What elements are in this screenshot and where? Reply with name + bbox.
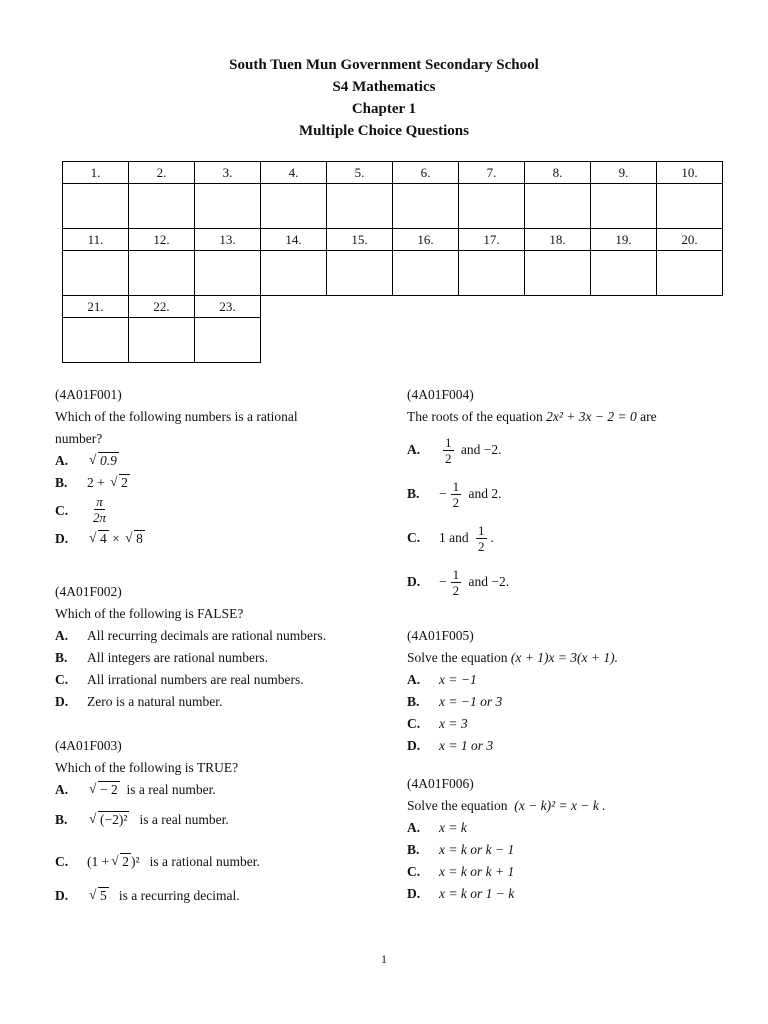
option-letter: D. [407,738,421,753]
option-d [407,560,737,604]
sqrt-expression [89,885,109,907]
question-stem: Which of the following is FALSE? [55,606,244,621]
option-letter: B. [55,475,68,490]
radicand: 2 [122,854,129,869]
denominator: 2 [452,495,460,511]
answer-cell[interactable] [63,318,129,363]
answer-grid-blank-row [63,184,723,229]
option-a [407,669,737,691]
stem-text: are [640,409,657,424]
option-a [55,450,385,472]
chapter: Chapter 1 [351,101,417,117]
option-c [55,851,385,885]
answer-number: 21. [63,296,129,318]
question-6 [407,773,737,905]
option-c [55,494,385,528]
option-letter: C. [55,503,69,518]
answer-number: 16. [393,229,459,251]
option-c [55,669,385,691]
question-stem [407,795,737,817]
option-text: x = 1 or 3 [439,738,494,753]
option-c [407,516,737,560]
denominator: 2 [445,451,452,467]
option-b [407,472,737,516]
answer-grid [62,161,723,363]
sqrt-expression [111,851,131,873]
question-3 [55,735,385,907]
option-d [55,691,385,713]
sqrt-expression [89,779,120,801]
answer-cell[interactable] [195,251,261,296]
option-b [55,647,385,669]
option-text: All recurring decimals are rational numbers. [87,628,327,643]
answer-number: 14. [261,229,327,251]
question-code: (4A01F003) [55,738,122,753]
answer-cell[interactable] [261,251,327,296]
option-b [55,472,385,494]
expression-part: )² [130,854,140,869]
option-letter: A. [407,672,421,687]
option-text: 2 + [87,475,105,490]
question-code: (4A01F001) [55,387,122,402]
radicand: − 2 [100,782,118,797]
answer-grid-number-row [63,229,723,251]
question-5 [407,625,737,757]
question-stem: number? [55,431,103,446]
school-name: South Tuen Mun Government Secondary School [229,57,539,73]
option-text: and −2. [468,574,510,589]
answer-number: 2. [129,162,195,184]
option-letter: D. [407,574,421,589]
option-text: is a recurring decimal. [118,888,240,903]
answer-cell[interactable] [129,184,195,229]
option-text: All irrational numbers are real numbers. [87,672,304,687]
answer-cell[interactable] [657,251,723,296]
equation: (x + 1)x = 3(x + 1). [510,650,619,665]
option-b [407,839,737,861]
answer-cell[interactable] [657,184,723,229]
option-letter: A. [407,442,421,457]
option-d [55,885,385,907]
option-b [55,809,385,851]
equation: (x − k)² = x − k . [514,798,606,813]
option-letter: D. [55,694,69,709]
document-header [0,54,768,142]
option-letter: C. [407,864,421,879]
fraction [451,567,462,598]
option-letter: C. [407,530,421,545]
option-letter: B. [407,486,420,501]
answer-number: 8. [525,162,591,184]
answer-number: 7. [459,162,525,184]
expression-part: (1 + [87,854,110,869]
option-letter: A. [55,453,69,468]
answer-number: 1. [63,162,129,184]
fraction [443,435,454,466]
option-text: x = k or k + 1 [439,864,515,879]
option-letter: C. [55,854,69,869]
option-d [407,883,737,905]
answer-cell[interactable] [129,251,195,296]
radicand: 0.9 [100,453,117,468]
option-text: and 2. [468,486,502,501]
question-code: (4A01F005) [407,628,474,643]
option-c [407,861,737,883]
times-sign: × [112,531,120,546]
option-letter: A. [55,782,69,797]
option-text: All integers are rational numbers. [87,650,269,665]
question-stem: Which of the following is TRUE? [55,760,239,775]
answer-number: 23. [195,296,261,318]
stem-text: The roots of the equation [407,409,543,424]
option-letter: B. [55,812,68,827]
radicand: 5 [100,888,107,903]
option-text: x = k or 1 − k [439,886,515,901]
answer-cell[interactable] [195,184,261,229]
answer-cell[interactable] [393,251,459,296]
equation: 2x² + 3x − 2 = 0 [546,409,637,424]
option-d [55,528,385,550]
section-title: Multiple Choice Questions [298,123,469,139]
sqrt-expression [89,450,119,472]
question-4 [407,384,737,604]
answer-cell[interactable] [525,184,591,229]
answer-number: 17. [459,229,525,251]
option-text: x = −1 or 3 [439,694,503,709]
answer-number: 11. [63,229,129,251]
question-1 [55,384,385,550]
numerator: 1 [478,523,485,539]
option-d [407,735,737,757]
answer-cell[interactable] [129,318,195,363]
denominator: 2π [93,510,107,525]
answer-number: 9. [591,162,657,184]
option-a [55,625,385,647]
question-code: (4A01F004) [407,387,474,402]
option-text: and −2. [460,442,502,457]
answer-number: 13. [195,229,261,251]
sqrt-expression [125,528,145,550]
option-letter: A. [407,820,421,835]
radicand: 4 [100,531,107,546]
answer-cell[interactable] [63,184,129,229]
numerator: 1 [452,567,460,583]
subject: S4 Mathematics [332,79,436,95]
answer-cell[interactable] [459,184,525,229]
option-letter: C. [407,716,421,731]
answer-cell[interactable] [63,251,129,296]
option-text: x = −1 [439,672,477,687]
radicand: 2 [121,475,128,490]
option-a [407,428,737,472]
answer-number: 22. [129,296,195,318]
option-letter: A. [55,628,69,643]
option-text: x = k [439,820,467,835]
radicand: (−2)² [100,812,128,827]
numerator: π [96,494,103,509]
question-stem: Which of the following numbers is a rational [55,409,298,424]
fraction [91,494,108,525]
option-text: is a rational number. [149,854,260,869]
page-number: 1 [381,952,387,966]
answer-cell[interactable] [393,184,459,229]
numerator: 1 [445,435,452,451]
answer-cell[interactable] [327,251,393,296]
answer-number: 10. [657,162,723,184]
option-c [407,713,737,735]
radicand: 8 [136,531,143,546]
option-b [407,691,737,713]
option-text: 1 and [439,530,469,545]
answer-grid-number-row [63,296,723,318]
answer-number: 4. [261,162,327,184]
answer-cell[interactable] [591,184,657,229]
answer-number: 15. [327,229,393,251]
fraction [451,479,462,510]
option-text: x = k or k − 1 [439,842,515,857]
minus-sign: − [439,486,447,501]
option-letter: B. [407,842,420,857]
option-letter: B. [407,694,420,709]
option-letter: C. [55,672,69,687]
question-2 [55,581,385,713]
answer-number: 5. [327,162,393,184]
answer-number: 20. [657,229,723,251]
stem-text: Solve the equation [407,650,508,665]
answer-number: 3. [195,162,261,184]
question-code: (4A01F006) [407,776,474,791]
question-code: (4A01F002) [55,584,122,599]
answer-cell[interactable] [195,318,261,363]
sqrt-expression [89,528,109,550]
numerator: 1 [452,479,460,495]
fraction [476,523,487,554]
option-a [55,779,385,809]
option-letter: D. [55,888,69,903]
option-text: is a real number. [126,782,216,797]
denominator: 2 [452,583,460,599]
answer-number: 18. [525,229,591,251]
answer-grid-blank-row [63,318,723,363]
option-text: is a real number. [139,812,229,827]
answer-cell[interactable] [459,251,525,296]
answer-cell[interactable] [525,251,591,296]
answer-number: 19. [591,229,657,251]
answer-grid-blank-row [63,251,723,296]
answer-cell[interactable] [327,184,393,229]
question-stem [407,406,737,428]
denominator: 2 [478,539,485,555]
answer-grid-number-row [63,162,723,184]
option-letter: D. [407,886,421,901]
option-letter: B. [55,650,68,665]
option-text: Zero is a natural number. [87,694,223,709]
answer-cell[interactable] [591,251,657,296]
option-text: . [490,530,494,545]
answer-cell[interactable] [261,184,327,229]
option-a [407,817,737,839]
sqrt-expression [110,472,130,494]
question-stem [407,647,737,669]
minus-sign: − [439,574,447,589]
answer-number: 12. [129,229,195,251]
option-text: x = 3 [439,716,468,731]
option-letter: D. [55,531,69,546]
answer-number: 6. [393,162,459,184]
sqrt-expression [89,809,129,831]
stem-text: Solve the equation [407,798,508,813]
